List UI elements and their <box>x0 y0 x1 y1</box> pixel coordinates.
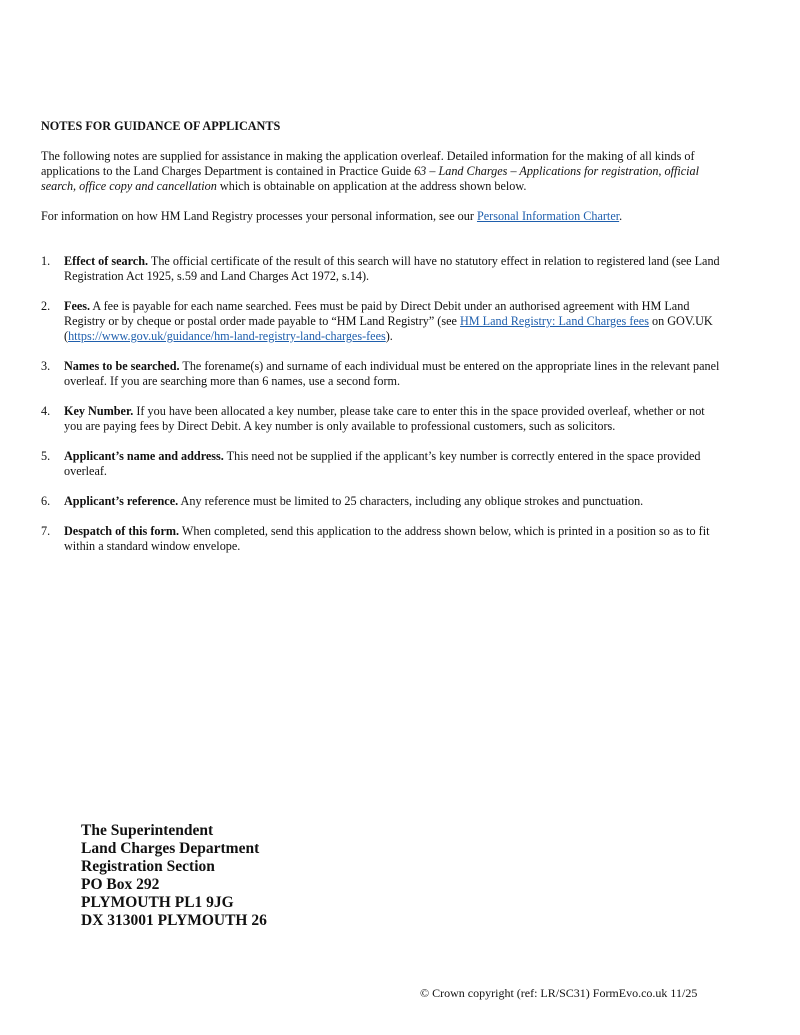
charter-text: For information on how HM Land Registry processes your personal information, see our <box>41 209 477 223</box>
intro-text-2: which is obtainable on application at the address shown below. <box>216 179 527 193</box>
personal-information-charter-link[interactable]: Personal Information Charter <box>476 209 620 223</box>
note-title: Key Number. <box>64 404 134 418</box>
note-body: The forename(s) and surname of each individual must be entered on the appropriate lines in the relevant panel overleaf. If you are searching more than 6 names, use a second form. <box>64 359 720 388</box>
notes-list <box>41 254 721 554</box>
address-line: PLYMOUTH PL1 9JG <box>81 894 234 911</box>
note-number: 5. <box>41 449 51 463</box>
note-number: 7. <box>41 524 51 538</box>
note-title: Names to be searched. <box>64 359 180 373</box>
note-body: The official certificate of the result of this search will have no statutory effect in relation to registered land (see Land Registration Act 1925, s.59 and Land Charges Act 1972, s.14). <box>64 254 720 283</box>
note-title: Applicant’s reference. <box>64 494 179 508</box>
note-title: Despatch of this form. <box>64 524 180 538</box>
note-number: 2. <box>41 299 51 313</box>
address-line: DX 313001 PLYMOUTH 26 <box>81 912 267 929</box>
note-applicant-name-address <box>41 449 721 479</box>
note-body: When completed, send this application to the address shown below, which is printed in a position so as to fit within a standard window envelope. <box>64 524 710 553</box>
note-despatch-of-form <box>41 524 721 554</box>
intro-text-1: The following notes are supplied for assistance in making the application overleaf. Detailed information for the making of all kinds of applications to the Land Charges Department is contained in Practice Guide <box>41 149 695 178</box>
note-body: This need not be supplied if the applicant’s key number is correctly entered in the space provided overleaf. <box>64 449 701 478</box>
address-line: Registration Section <box>81 858 215 875</box>
note-body-cont: on GOV.UK ( <box>64 314 713 343</box>
note-number: 3. <box>41 359 51 373</box>
guidance-notes <box>41 119 721 569</box>
land-charges-fees-link[interactable]: HM Land Registry: Land Charges fees <box>459 314 649 328</box>
intro-paragraph <box>41 149 721 194</box>
address-line: The Superintendent <box>81 822 214 839</box>
note-number: 1. <box>41 254 51 268</box>
notes-heading: NOTES FOR GUIDANCE OF APPLICANTS <box>41 119 281 133</box>
fees-url-link[interactable]: https://www.gov.uk/guidance/hm-land-registry-land-charges-fees <box>68 329 386 343</box>
note-body: Any reference must be limited to 25 characters, including any oblique strokes and punctuation. <box>178 494 644 508</box>
address-line: Land Charges Department <box>81 840 260 857</box>
charter-paragraph <box>41 209 721 224</box>
note-names-to-be-searched <box>41 359 721 389</box>
note-title: Applicant’s name and address. <box>64 449 224 463</box>
note-body: A fee is payable for each name searched. Fees must be paid by Direct Debit under an authorised agreement with HM Land Registry or by cheque or postal order made payable to “HM Land Registry” (see <box>64 299 690 328</box>
postal-address <box>81 822 267 930</box>
note-body-end: ). <box>385 329 393 343</box>
note-number: 6. <box>41 494 51 508</box>
note-number: 4. <box>41 404 51 418</box>
note-title: Fees. <box>64 299 91 313</box>
charter-end: . <box>619 209 623 223</box>
address-line: PO Box 292 <box>81 876 160 893</box>
note-title: Effect of search. <box>64 254 149 268</box>
note-effect-of-search <box>41 254 721 284</box>
note-applicant-reference <box>41 494 721 509</box>
note-fees <box>41 299 721 344</box>
note-key-number <box>41 404 721 434</box>
copyright-footer: © Crown copyright (ref: LR/SC31) FormEvo.co.uk 11/25 <box>420 986 698 1000</box>
note-body: If you have been allocated a key number, please take care to enter this in the space provided overleaf, whether or not you are paying fees by Direct Debit. A key number is only available to professional customers, such as solicitors. <box>64 404 705 433</box>
practice-guide-title: 63 – Land Charges – Applications for registration, official search, office copy and cancellation <box>41 164 700 193</box>
